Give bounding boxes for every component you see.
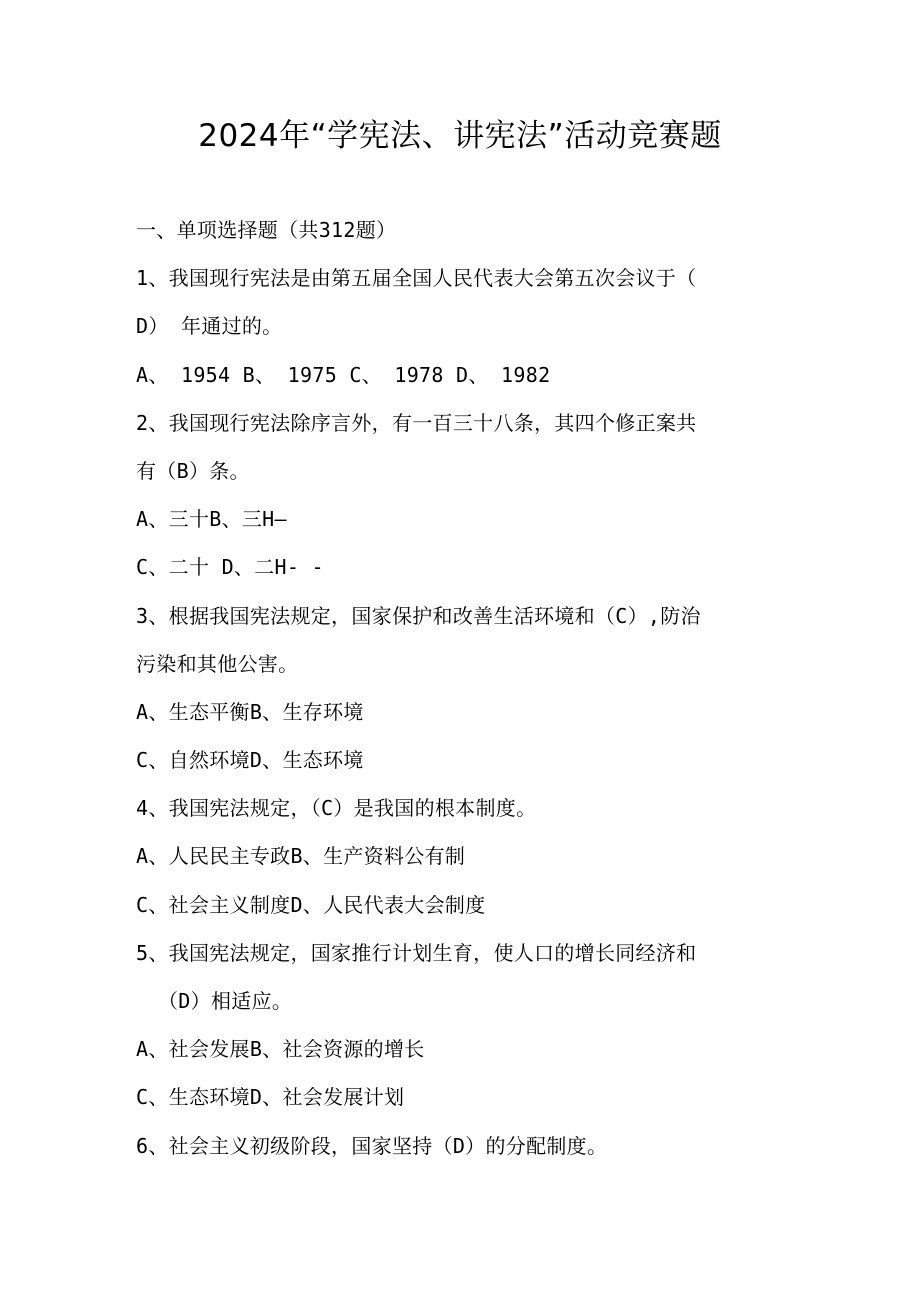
question-2-options-ab: A、三十B、三H— — [136, 507, 287, 532]
question-1-options: A、 1954 B、 1975 C、 1978 D、 1982 — [136, 362, 551, 387]
question-2-options-cd: C、二十 D、二H- - — [136, 555, 324, 580]
question-5-options-cd: C、生态环境D、社会发展计划 — [136, 1085, 405, 1110]
question-4-options-ab: A、人民民主专政B、生产资料公有制 — [136, 844, 466, 869]
section-heading: 一、单项选择题（共312题） — [136, 218, 397, 242]
document-body — [136, 210, 786, 1174]
question-6-text: 6、社会主义初级阶段，国家坚持（D）的分配制度。 — [136, 1133, 608, 1158]
question-4-text: 4、我国宪法规定，（C）是我国的根本制度。 — [136, 796, 537, 821]
question-5-text: 5、我国宪法规定，国家推行计划生育，使人口的增长同经济和 — [136, 940, 697, 965]
question-3-text: 3、根据我国宪法规定，国家保护和改善生活环境和（C）,防治 — [136, 603, 701, 628]
question-3-options-cd: C、自然环境D、生态环境 — [136, 748, 364, 773]
question-2-text-cont: 有（B）条。 — [136, 458, 250, 483]
question-5-text-cont: （D）相适应。 — [158, 989, 293, 1013]
question-1-text-cont: D） 年通过的。 — [136, 314, 283, 339]
question-3-options-ab: A、生态平衡B、生存环境 — [136, 699, 364, 724]
question-4-options-cd: C、社会主义制度D、人民代表大会制度 — [136, 892, 486, 917]
document-title: 2024年“学宪法、讲宪法”活动竞赛题 — [198, 118, 722, 154]
question-2-text: 2、我国现行宪法除序言外，有一百三十八条，其四个修正案共 — [136, 410, 697, 435]
question-3-text-cont: 污染和其他公害。 — [136, 651, 299, 676]
question-5-options-ab: A、社会发展B、社会资源的增长 — [136, 1037, 425, 1062]
question-1-text: 1、我国现行宪法是由第五届全国人民代表大会第五次会议于（ — [136, 266, 697, 291]
